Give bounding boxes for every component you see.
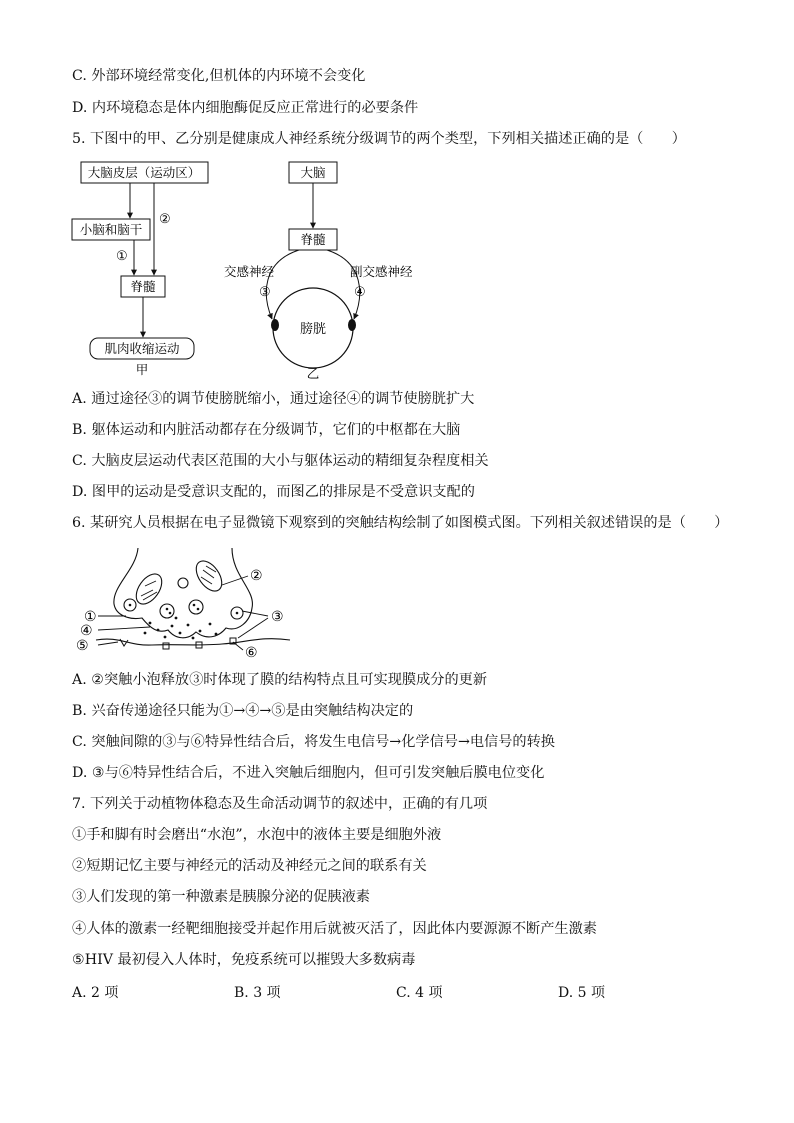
spinal-label-jia: 脊髓 bbox=[130, 279, 156, 294]
q5-option-a: A. 通过途径③的调节使膀胱缩小，通过途径④的调节使膀胱扩大 bbox=[72, 391, 475, 407]
spinal-box-jia bbox=[121, 276, 165, 297]
q7-statement-4: ④人体的激素一经靶细胞接受并起作用后就被灭活了，因此体内要源源不断产生激素 bbox=[72, 921, 597, 937]
sympathetic-label: 交感神经 bbox=[224, 264, 275, 279]
path-2-label: ② bbox=[159, 212, 171, 227]
neurotransmitter-dots bbox=[144, 617, 218, 640]
marker-6: ⑥ bbox=[245, 645, 258, 661]
spinal-label-yi: 脊髓 bbox=[300, 232, 326, 247]
brain-label: 大脑 bbox=[300, 165, 326, 180]
bladder-effector-left bbox=[271, 319, 279, 331]
q7-option-b: B. 3 项 bbox=[234, 985, 281, 1001]
q7-option-c: C. 4 项 bbox=[396, 985, 443, 1001]
q7-option-d: D. 5 项 bbox=[558, 985, 605, 1001]
marker-5: ⑤ bbox=[76, 638, 89, 654]
muscle-label: 肌肉收缩运动 bbox=[104, 341, 180, 356]
receptors bbox=[120, 638, 236, 649]
brain-box bbox=[289, 162, 337, 183]
synaptic-vesicles bbox=[124, 578, 243, 619]
postsynaptic-membrane bbox=[96, 639, 290, 645]
path-4-label: ④ bbox=[354, 285, 366, 300]
cortex-box bbox=[81, 162, 208, 183]
mitochondrion-right bbox=[191, 556, 227, 595]
diagram-jia bbox=[72, 162, 208, 377]
q6-option-b: B. 兴奋传递途径只能为①→④→⑤是由突触结构决定的 bbox=[72, 703, 414, 719]
bladder-effector-right bbox=[348, 319, 356, 331]
marker-3: ③ bbox=[271, 609, 284, 625]
q7-statement-2: ②短期记忆主要与神经元的活动及神经元之间的联系有关 bbox=[72, 858, 427, 874]
bladder-label: 膀胱 bbox=[299, 322, 327, 337]
cerebellum-box bbox=[72, 219, 150, 240]
marker-4: ④ bbox=[80, 623, 93, 639]
question-6-stem: 6. 某研究人员根据在电子显微镜下观察到的突触结构绘制了如图模式图。下列相关叙述错误的是（ ） bbox=[72, 515, 729, 531]
presynaptic-membrane bbox=[114, 548, 253, 638]
question-5-stem: 5. 下图中的甲、乙分别是健康成人神经系统分级调节的两个类型，下列相关描述正确的是（ ） bbox=[72, 131, 686, 147]
q6-option-d: D. ③与⑥特异性结合后，不进入突触后细胞内，但可引发突触后膜电位变化 bbox=[72, 765, 545, 781]
q7-statement-1: ①手和脚有时会磨出“水泡”，水泡中的液体主要是细胞外液 bbox=[72, 827, 442, 843]
caption-jia: 甲 bbox=[135, 362, 149, 377]
cerebellum-label: 小脑和脑干 bbox=[79, 222, 143, 237]
q6-option-a: A. ②突触小泡释放③时体现了膜的结构特点且可实现膜成分的更新 bbox=[72, 672, 488, 688]
path-3-label: ③ bbox=[259, 285, 271, 300]
caption-yi: 乙 bbox=[306, 366, 320, 381]
option-d-line: D. 内环境稳态是体内细胞酶促反应正常进行的必要条件 bbox=[72, 100, 419, 116]
q5-option-b: B. 躯体运动和内脏活动都存在分级调节，它们的中枢都在大脑 bbox=[72, 422, 461, 438]
path-1-label: ① bbox=[116, 249, 128, 264]
question-7-stem: 7. 下列关于动植物体稳态及生命活动调节的叙述中，正确的有几项 bbox=[72, 796, 488, 812]
mitochondrion-left bbox=[131, 569, 167, 608]
q7-statement-3: ③人们发现的第一种激素是胰腺分泌的促胰液素 bbox=[72, 889, 370, 905]
marker-1: ① bbox=[84, 609, 97, 625]
q7-option-a: A. 2 项 bbox=[72, 985, 119, 1001]
marker-2: ② bbox=[250, 568, 263, 584]
diagram-yi bbox=[224, 162, 413, 381]
q5-option-d: D. 图甲的运动是受意识支配的，而图乙的排尿是不受意识支配的 bbox=[72, 484, 475, 500]
muscle-box bbox=[90, 338, 194, 359]
bladder-circle bbox=[273, 288, 353, 368]
q5-option-c: C. 大脑皮层运动代表区范围的大小与躯体运动的精细复杂程度相关 bbox=[72, 453, 489, 469]
parasympathetic-label: 副交感神经 bbox=[350, 264, 413, 279]
q7-statement-5: ⑤HIV 最初侵入人体时，免疫系统可以摧毁大多数病毒 bbox=[72, 952, 416, 968]
cortex-label: 大脑皮层（运动区） bbox=[87, 165, 201, 180]
option-c-line: C. 外部环境经常变化,但机体的内环境不会变化 bbox=[72, 68, 366, 84]
spinal-box-yi bbox=[289, 229, 337, 250]
q6-option-c: C. 突触间隙的③与⑥特异性结合后，将发生电信号→化学信号→电信号的转换 bbox=[72, 734, 555, 750]
